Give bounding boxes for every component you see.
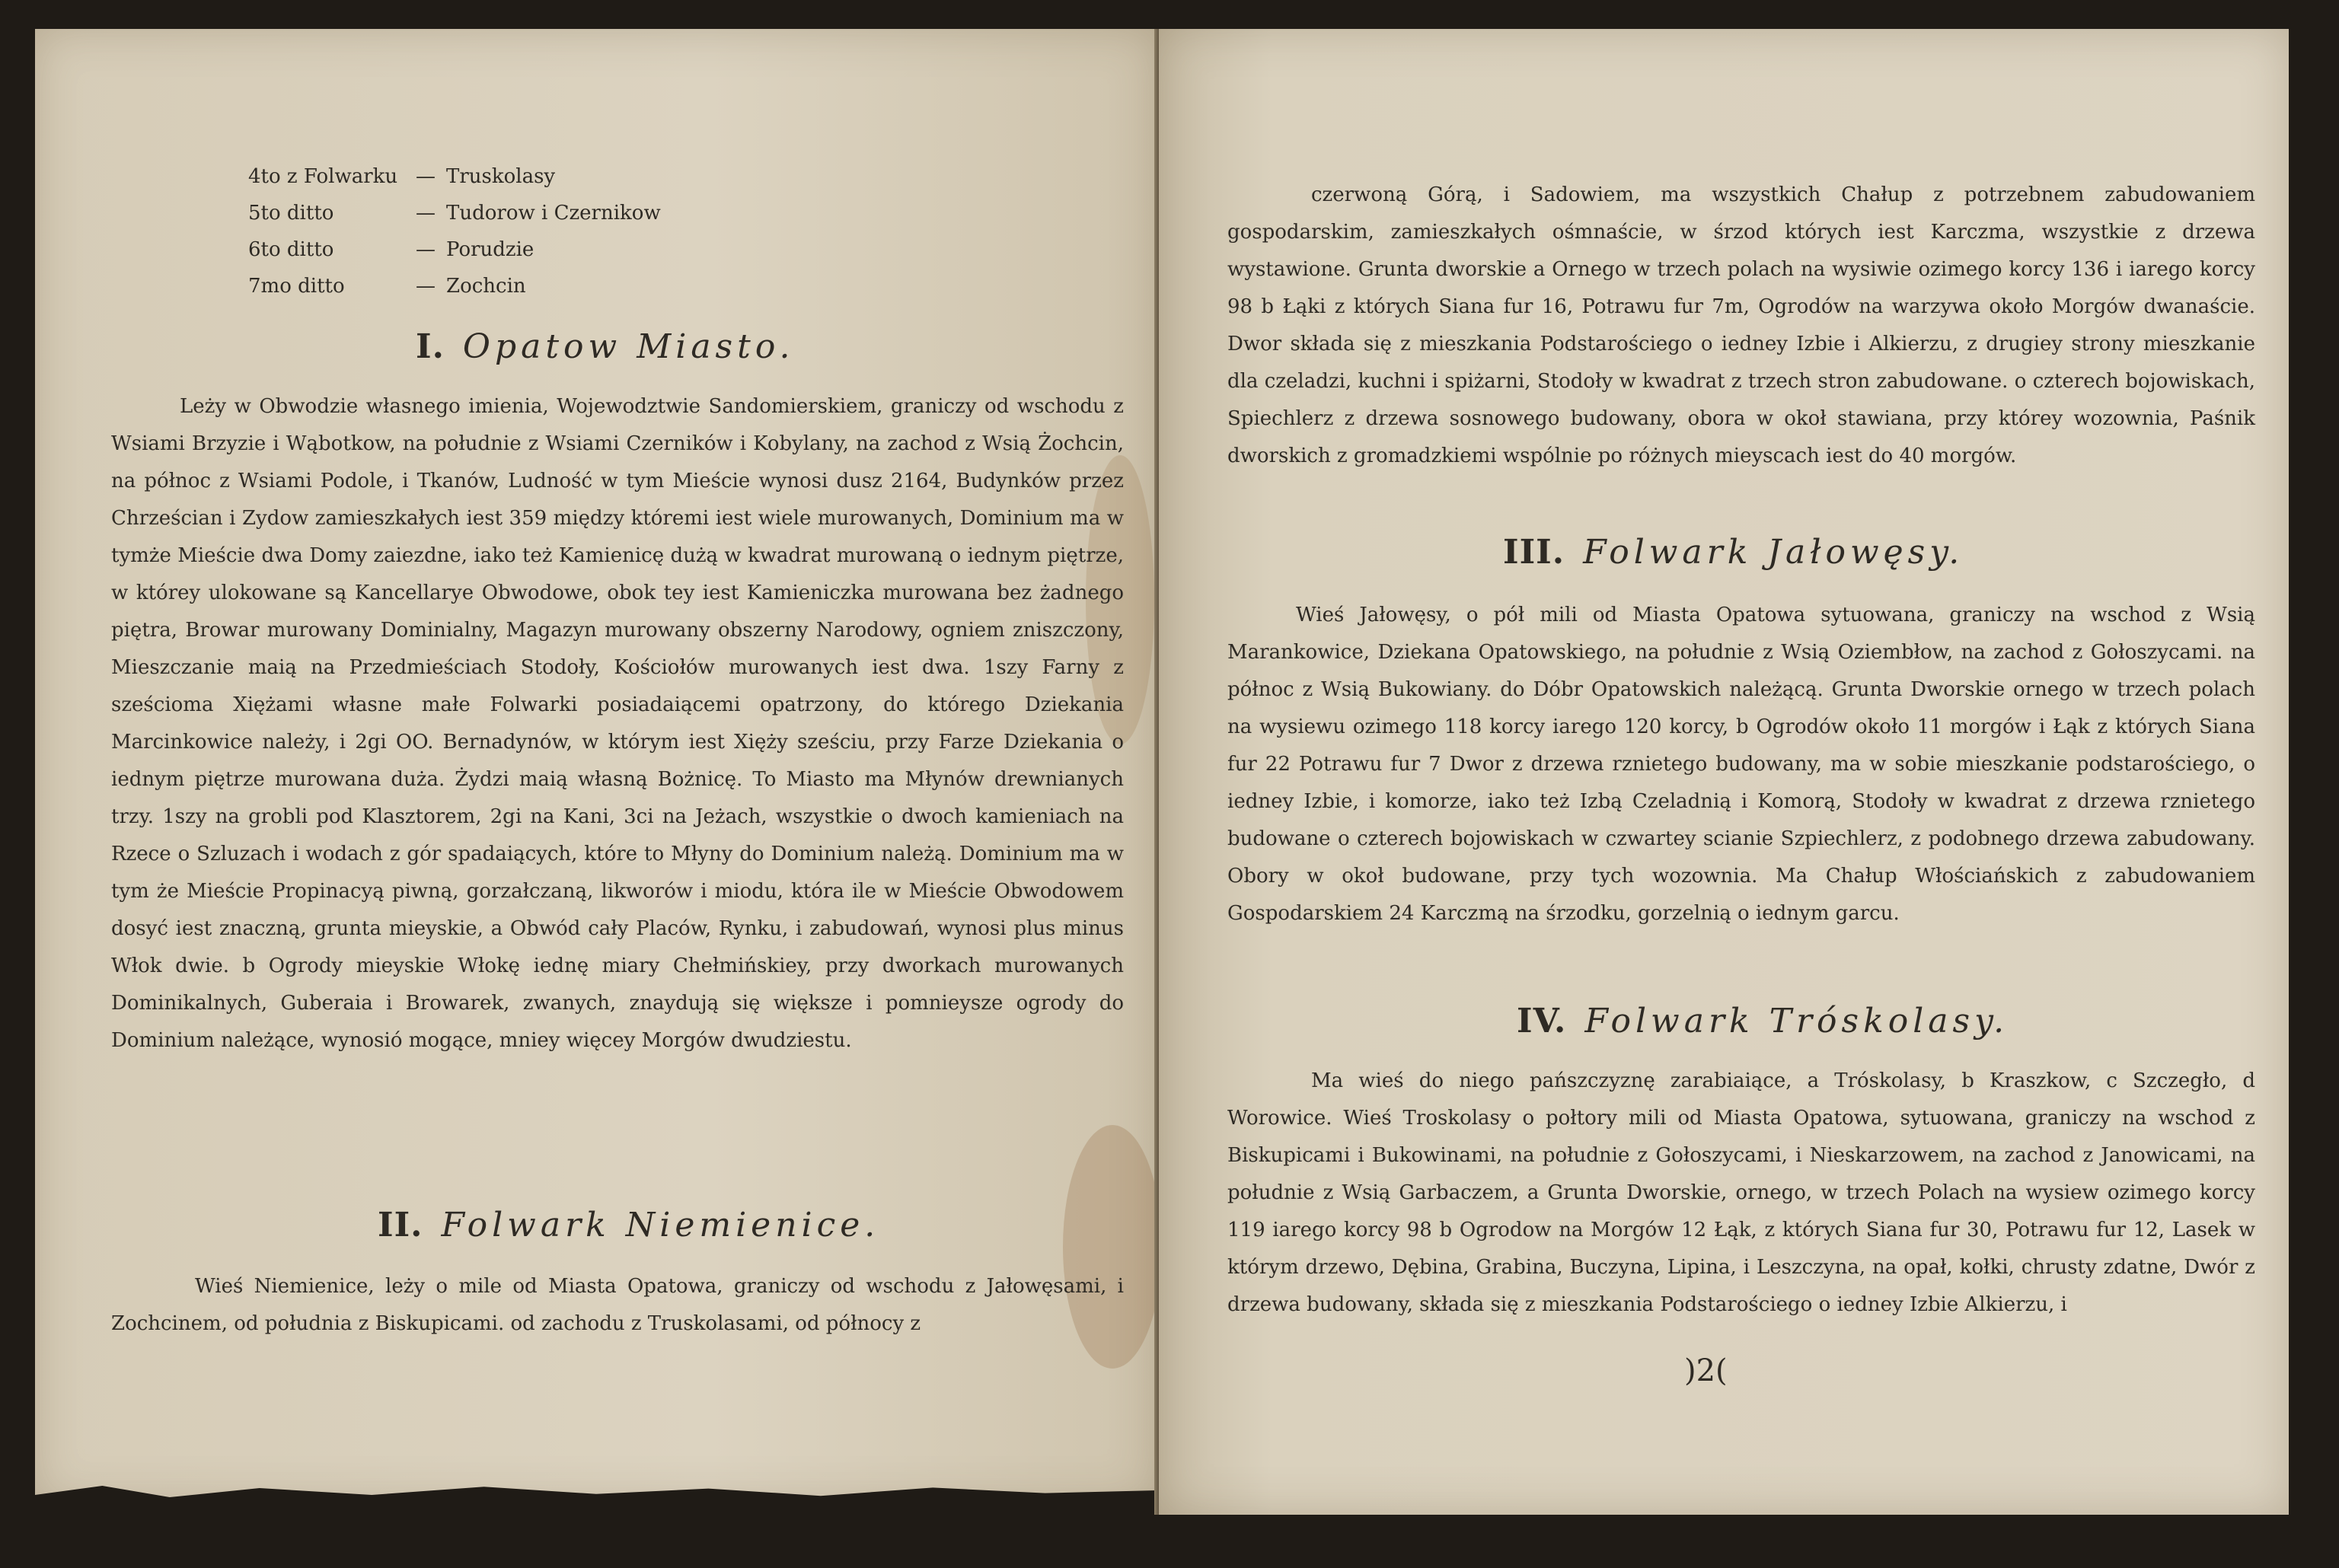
list-item [248, 268, 720, 304]
list-item [248, 231, 720, 268]
section-heading-2 [378, 1206, 879, 1245]
list-item-ord: 4to z Folwarku [248, 165, 398, 188]
section-title: Folwark Jałowęsy. [1583, 533, 1964, 572]
list-item-ord: 7mo ditto [248, 275, 345, 298]
list-item-dash: — [416, 275, 436, 298]
section-number: I. [416, 327, 445, 366]
section-1-text: Leży w Obwodzie własnego imienia, Wojewodztwie Sandomierskiem, graniczy od wschodu z Wsiami Brzyzie i Wąbotkow, na południe z Wsiami Czerników i Kobylany, na zachod z Wsią Żochcin, na północ z Wsiami Podole, i Tkanów, Ludność w tym Mieście wynosi dusz 2164, Budynków przez Chrześcian i Zydow zamieszkałych iest 359 między któremi iest wiele murowanych, Dominium ma w tymże Mieście dwa Domy zaiezdne, iako też Kamienicę dużą w kwadrat murowaną o iednym piętrze, w którey ulokowane są Kancellarye Obwodowe, obok tey iest Kamieniczka murowana bez żadnego piętra, Browar murowany Dominialny, Magazyn murowany obszerny Narodowy, ogniem zniszczony, Mieszczanie maią na Przedmieściach Stodoły, Kościołów murowanych iest dwa. 1szy Farny z sześcioma Xiężami własne małe Folwarki posiadaiącemi opatrzony, do którego Dziekania Marcinkowice należy, i 2gi OO. Bernadynów, w którym iest Xięży sześciu, przy Farze Dziekania o iednym piętrze murowana duża. Żydzi maią własną Bożnicę. To Miasto ma Młynów drewnianych trzy. 1szy na grobli pod Klasztorem, 2gi na Kani, 3ci na Jeżach, wszystkie o dwoch kamieniach na Rzece o Szluzach i wodach z gór spadaiących, które to Młyny do Dominium należą. Dominium ma w tym że Mieście Propinacyą piwną, gorzałczaną, likworów i miodu, która ile w Mieście Obwodowem dosyć iest znaczną, grunta mieyskie, a Obwód cały Placów, Rynku, i zabudowań, wynosi plus minus Włok dwie. b Ogrody mieyskie Włokę iednę miary Chełmińskiey, przy dworkach murowanych Dominikalnych, Guberaia i Browarek, zwanych, znaydują się większe i pomnieysze ogrody do Dominium należące, wynosió mogące, mniey więcey Morgów dwudziestu. [111, 395, 1124, 1052]
list-item [248, 195, 720, 231]
section-title: Folwark Niemienice. [441, 1206, 880, 1245]
section-2-continued-text: czerwoną Górą, i Sadowiem, ma wszystkich Chałup z potrzebnem zabudowaniem gospodarskim, zamieszkałych ośmnaście, w śrzod których iest Karczma, wszystkie z drzewa wystawione. Grunta dworskie a Ornego w trzech polach na wysiwie ozimego korcy 136 i iarego korcy 98 b Łąki z których Siana fur 16, Potrawu fur 7m, Ogrodów na warzywa około Morgów dwanaście. Dwor składa się z mieszkania Podstarościego o iedney Izbie i Alkierzu, z drugiey strony mieszkanie dla czeladzi, kuchni i spiżarni, Stodoły w kwadrat z trzech stron zabudowane. o czterech bojowiskach, Spiechlerz z drzewa sosnowego budowany, obora w okoł stawiana, przy którey wozownia, Paśnik dworskich z gromadzkiemi wspólnie po różnych mieyscach iest do 40 morgów. [1227, 183, 2255, 467]
page-number: )2( [1684, 1353, 1728, 1388]
section-number: III. [1503, 533, 1565, 572]
section-title: Opatow Miasto. [462, 327, 795, 366]
list-item-name: Porudzie [446, 238, 534, 261]
section-heading-4 [1517, 1002, 2009, 1041]
right-page [1159, 29, 2289, 1515]
list-item-dash: — [416, 238, 436, 261]
list-item-dash: — [416, 165, 436, 188]
section-2-text: Wieś Niemienice, leży o mile od Miasta Opatowa, graniczy od wschodu z Jałowęsami, i Zochcinem, od południa z Biskupicami. od zachodu z Truskolasami, od północy z [111, 1275, 1124, 1335]
list-item-name: Truskolasy [446, 165, 556, 188]
folwark-list [248, 158, 720, 304]
list-item-name: Zochcin [446, 275, 526, 298]
section-3-text: Wieś Jałowęsy, o pół mili od Miasta Opatowa sytuowana, graniczy na wschod z Wsią Marankowice, Dziekana Opatowskiego, na południe z Wsią Oziembłow, na zachod z Gołoszycami. na północ z Wsią Bukowiany. do Dóbr Opatowskich należącą. Grunta Dworskie ornego w trzech polach na wysiewu ozimego 118 korcy iarego 120 korcy, b Ogrodów około 11 morgów i Łąk z których Siana fur 22 Potrawu fur 7 Dwor z drzewa rznietego budowany, ma w sobie mieszkanie podstarościego, o iedney Izbie, i komorze, iako też Izbą Czeladnią i Komorą, Stodoły w kwadrat z drzewa rznietego budowane o czterech bojowiskach w czwartey scianie Szpiechlerz, z podobnego drzewa zabudowany. Obory w okoł budowane, przy tych wozownia. Ma Chałup Włościańskich z zabudowaniem Gospodarskiem 24 Karczmą na śrzodku, gorzelnią o iednym garcu. [1227, 604, 2255, 925]
list-item-ord: 5to ditto [248, 202, 334, 225]
section-number: II. [378, 1206, 423, 1245]
list-item-ord: 6to ditto [248, 238, 334, 261]
section-title: Folwark Tróskolasy. [1584, 1002, 2009, 1041]
section-heading-1 [416, 327, 795, 366]
list-item-name: Tudorow i Czernikow [446, 202, 661, 225]
list-item [248, 158, 720, 195]
section-4-text: Ma wieś do niego pańszczyznę zarabiaiące, a Tróskolasy, b Kraszkow, c Szczegło, d Worowice. Wieś Troskolasy o połtory mili od Miasta Opatowa, sytuowana, graniczy na wschod z Biskupicami i Bukowinami, na południe z Gołoszycami, i Nieskarzowem, na zachod z Janowicami, na południe z Wsią Garbaczem, a Grunta Dworskie, ornego, w trzech Polach na wysiew ozimego korcy 119 iarego korcy 98 b Ogrodow na Morgów 12 Łąk, z których Siana fur 30, Potrawu fur 12, Lasek w którym drzewo, Dębina, Grabina, Buczyna, Lipina, i Leszczyna, na opał, kołki, chrusty zdatne, Dwór z drzewa budowany, składa się z mieszkania Podstarościego o iedney Izbie Alkierzu, i [1227, 1069, 2255, 1316]
section-number: IV. [1517, 1002, 1567, 1041]
list-item-dash: — [416, 202, 436, 225]
left-page [35, 29, 1157, 1504]
section-heading-3 [1503, 533, 1964, 572]
